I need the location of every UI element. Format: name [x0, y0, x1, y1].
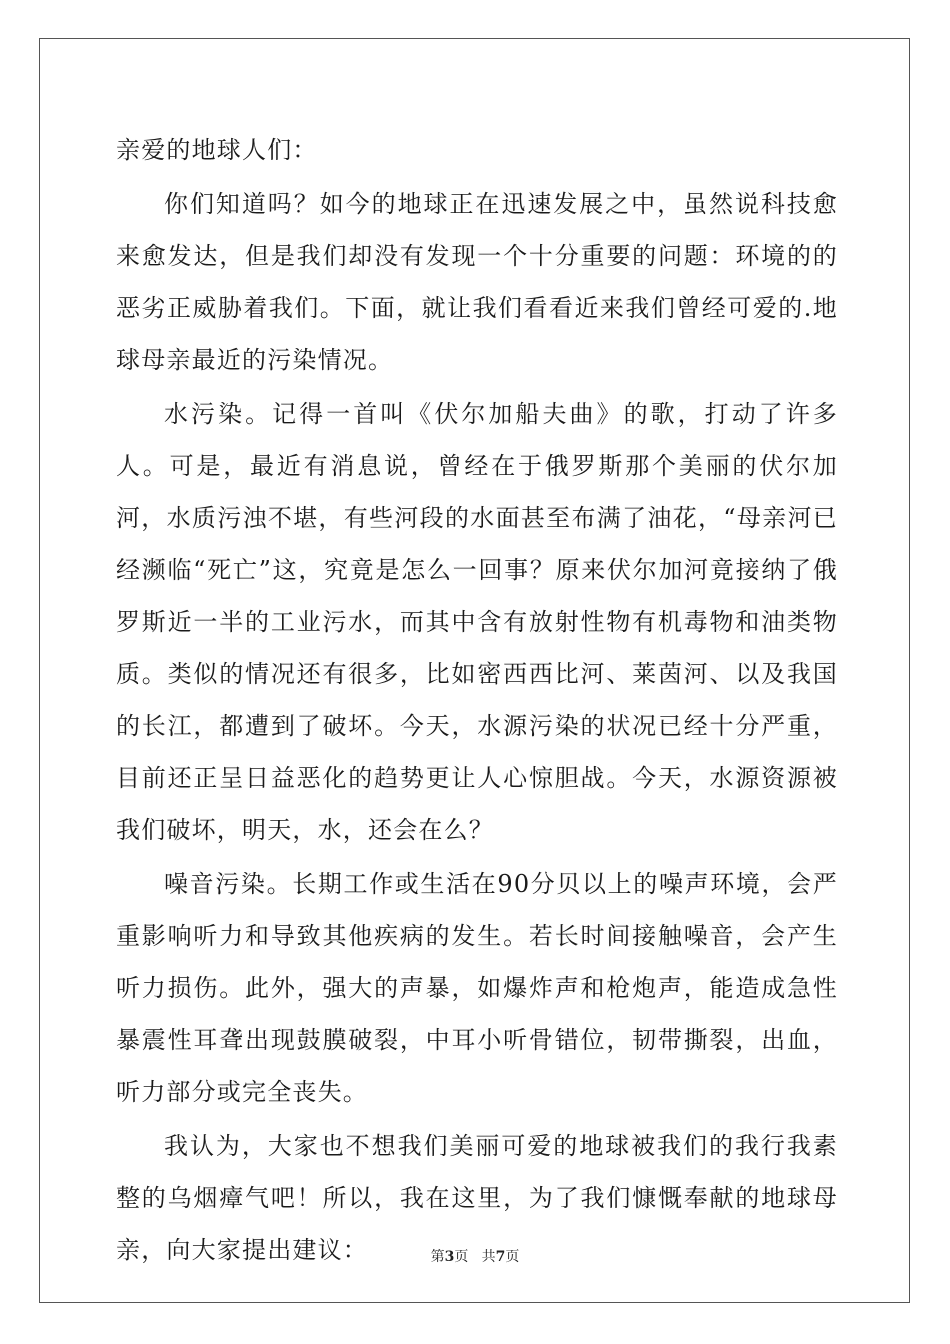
total-page-number: 7 — [495, 1249, 506, 1265]
page-footer — [0, 1246, 950, 1266]
paragraph-intro: 你们知道吗？如今的地球正在迅速发展之中，虽然说科技愈来愈发达，但是我们却没有发现一个十分重要的问题：环境的的恶劣正威胁着我们。下面，就让我们看看近来我们曾经可爱的.地球母亲最近的污染情况。 — [116, 190, 838, 374]
page-middle: 页 共 — [454, 1249, 496, 1265]
page-suffix: 页 — [505, 1249, 520, 1265]
current-page-number: 3 — [444, 1249, 455, 1265]
greeting-line: 亲爱的地球人们： — [116, 136, 318, 164]
paragraph-water-pollution: 水污染。记得一首叫《伏尔加船夫曲》的歌，打动了许多人。可是，最近有消息说，曾经在于俄罗斯那个美丽的伏尔加河，水质污浊不堪，有些河段的水面甚至布满了油花，“母亲河已经濒临“死亡”这，究竟是怎么一回事？原来伏尔加河竟接纳了俄罗斯近一半的工业污水，而其中含有放射性物有机毒物和油类物质。类似的情况还有很多，比如密西西比河、莱茵河、以及我国的长江，都遭到了破坏。今天，水源污染的状况已经十分严重，目前还正呈日益恶化的趋势更让人心惊胆战。今天，水源资源被我们破坏，明天，水，还会在么？ — [116, 400, 838, 844]
paragraph-noise-pollution: 噪音污染。长期工作或生活在90分贝以上的噪声环境，会严重影响听力和导致其他疾病的发生。若长时间接触噪音，会产生听力损伤。此外，强大的声暴，如爆炸声和枪炮声，能造成急性暴震性耳聋出现鼓膜破裂，中耳小听骨错位，韧带撕裂，出血，听力部分或完全丧失。 — [116, 870, 838, 1106]
page-prefix: 第 — [430, 1249, 445, 1265]
document-body — [116, 124, 838, 1276]
paragraph-suggestion: 我认为，大家也不想我们美丽可爱的地球被我们的我行我素整的乌烟瘴气吧！所以，我在这里，为了我们慷慨奉献的地球母亲，向大家提出建议： — [116, 1132, 838, 1264]
